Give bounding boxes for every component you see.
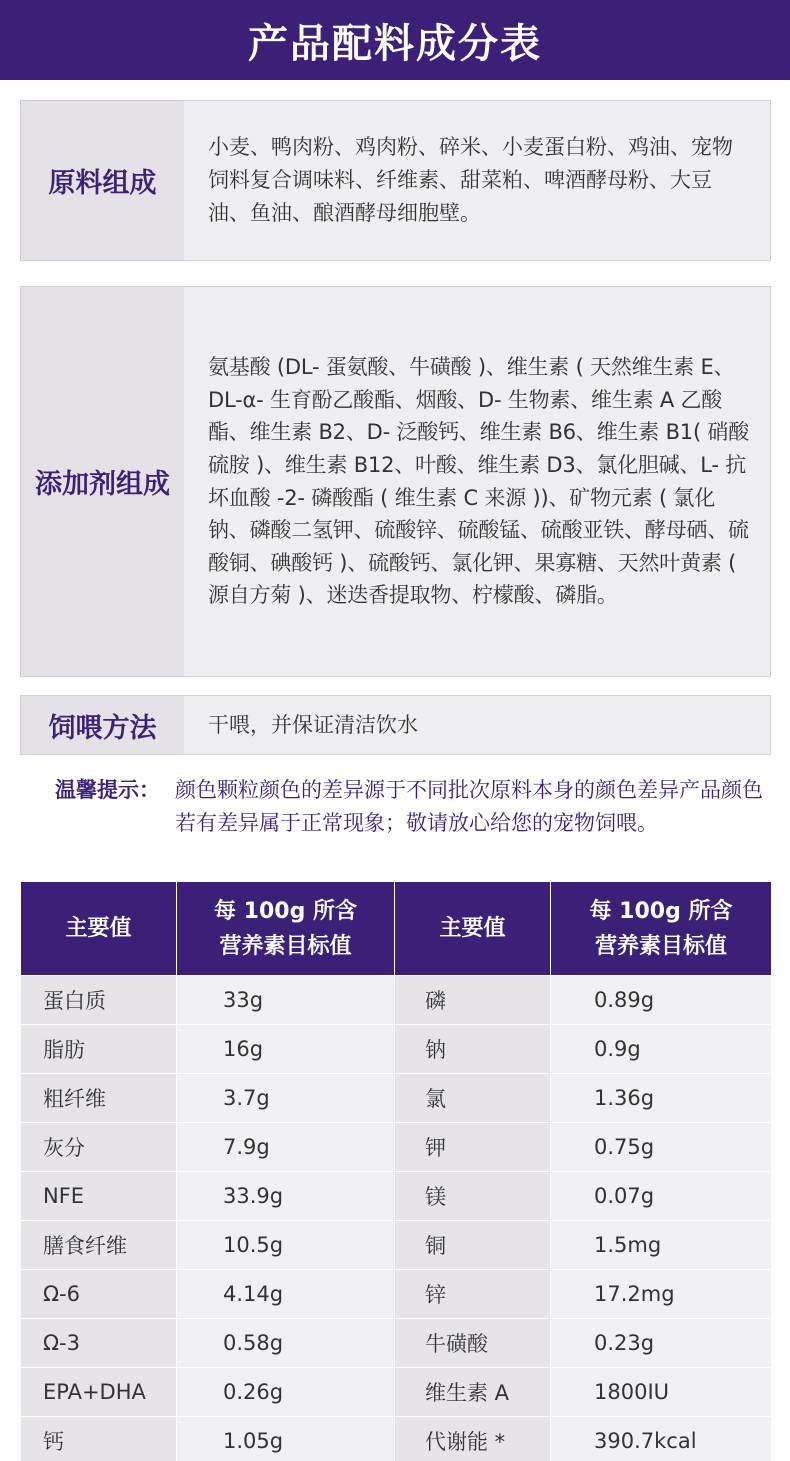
- table-row: [21, 1319, 772, 1368]
- nutrient-value: 1800IU: [551, 1368, 772, 1417]
- nutrient-name: 粗纤维: [21, 1074, 177, 1123]
- raw-materials-text: 小麦、鸭肉粉、鸡肉粉、碎米、小麦蛋白粉、鸡油、宠物饲料复合调味料、纤维素、甜菜粕、啤酒酵母粉、大豆油、鱼油、酿酒酵母细胞壁。: [208, 135, 733, 225]
- nutrient-name: 磷: [395, 976, 551, 1025]
- table-row: [21, 1417, 772, 1461]
- table-header-row: [21, 882, 772, 976]
- raw-materials-label: 原料组成: [21, 101, 184, 260]
- additives-label: 添加剂组成: [21, 287, 184, 676]
- nutrient-value: 0.26g: [177, 1368, 395, 1417]
- feeding-label: 饲喂方法: [21, 696, 184, 754]
- nutrient-value: 3.7g: [177, 1074, 395, 1123]
- nutrition-table: [20, 881, 772, 1461]
- feeding-text: 干喂，并保证清洁饮水: [208, 712, 418, 737]
- nutrient-value: 0.89g: [551, 976, 772, 1025]
- nutrient-name: 钾: [395, 1123, 551, 1172]
- nutrient-value: 10.5g: [177, 1221, 395, 1270]
- nutrient-value: 33g: [177, 976, 395, 1025]
- table-row: [21, 1221, 772, 1270]
- table-row: [21, 1074, 772, 1123]
- nutrient-value: 0.58g: [177, 1319, 395, 1368]
- nutrient-name: 钙: [21, 1417, 177, 1461]
- table-row: [21, 1123, 772, 1172]
- nutrient-name: 维生素 A: [395, 1368, 551, 1417]
- nutrient-name: 钠: [395, 1025, 551, 1074]
- header-item-2: 主要值: [395, 882, 551, 976]
- nutrient-value: 0.9g: [551, 1025, 772, 1074]
- header-value-2: 每 100g 所含营养素目标值: [551, 882, 772, 976]
- additives-text: 氨基酸 (DL- 蛋氨酸、牛磺酸 )、维生素 ( 天然维生素 E、DL-α- 生育酚乙酸酯、烟酸、D- 生物素、维生素 A 乙酸酯、维生素 B2、D- 泛酸钙、维生素 B6、维生素 B1( 硝酸硫胺 )、维生素 B12、叶酸、维生素 D3、氯化胆碱、L- 抗坏血酸 -2- 磷酸酯 ( 维生素 C 来源 ))、矿物元素 ( 氯化钠、磷酸二氢钾、硫酸锌、硫酸锰、硫酸亚铁、酵母硒、硫酸铜、碘酸钙 )、硫酸钙、氯化钾、果寡糖、天然叶黄素 ( 源自方菊 )、迷迭香提取物、柠檬酸、磷脂。: [208, 355, 750, 608]
- nutrient-name: 蛋白质: [21, 976, 177, 1025]
- table-row: [21, 1172, 772, 1221]
- header-value-1: 每 100g 所含营养素目标值: [177, 882, 395, 976]
- nutrient-value: 33.9g: [177, 1172, 395, 1221]
- nutrient-value: 390.7kcal: [551, 1417, 772, 1461]
- nutrient-value: 7.9g: [177, 1123, 395, 1172]
- nutrient-name: 镁: [395, 1172, 551, 1221]
- nutrient-name: 脂肪: [21, 1025, 177, 1074]
- table-row: [21, 1368, 772, 1417]
- tip-text: 颜色颗粒颜色的差异源于不同批次原料本身的颜色差异产品颜色若有差异属于正常现象；敬请放心给您的宠物饲喂。: [175, 778, 763, 835]
- nutrient-name: Ω-3: [21, 1319, 177, 1368]
- nutrient-name: EPA+DHA: [21, 1368, 177, 1417]
- tip-note: [55, 774, 765, 840]
- nutrient-value: 16g: [177, 1025, 395, 1074]
- nutrient-value: 0.23g: [551, 1319, 772, 1368]
- nutrient-value: 4.14g: [177, 1270, 395, 1319]
- nutrient-value: 17.2mg: [551, 1270, 772, 1319]
- additives-section: [20, 286, 771, 677]
- nutrient-value: 0.07g: [551, 1172, 772, 1221]
- nutrient-value: 1.36g: [551, 1074, 772, 1123]
- nutrient-name: 代谢能 *: [395, 1417, 551, 1461]
- nutrient-value: 0.75g: [551, 1123, 772, 1172]
- header-item-1: 主要值: [21, 882, 177, 976]
- nutrient-name: 铜: [395, 1221, 551, 1270]
- raw-materials-section: [20, 100, 771, 261]
- nutrient-name: Ω-6: [21, 1270, 177, 1319]
- nutrient-name: 锌: [395, 1270, 551, 1319]
- nutrient-name: 牛磺酸: [395, 1319, 551, 1368]
- feeding-section: [20, 695, 771, 755]
- table-row: [21, 1270, 772, 1319]
- tip-label: 温馨提示：: [55, 778, 160, 802]
- table-row: [21, 976, 772, 1025]
- nutrient-name: 膳食纤维: [21, 1221, 177, 1270]
- nutrient-value: 1.05g: [177, 1417, 395, 1461]
- nutrient-name: 氯: [395, 1074, 551, 1123]
- nutrient-value: 1.5mg: [551, 1221, 772, 1270]
- page-title: 产品配料成分表: [0, 0, 790, 80]
- nutrient-name: NFE: [21, 1172, 177, 1221]
- table-row: [21, 1025, 772, 1074]
- nutrient-name: 灰分: [21, 1123, 177, 1172]
